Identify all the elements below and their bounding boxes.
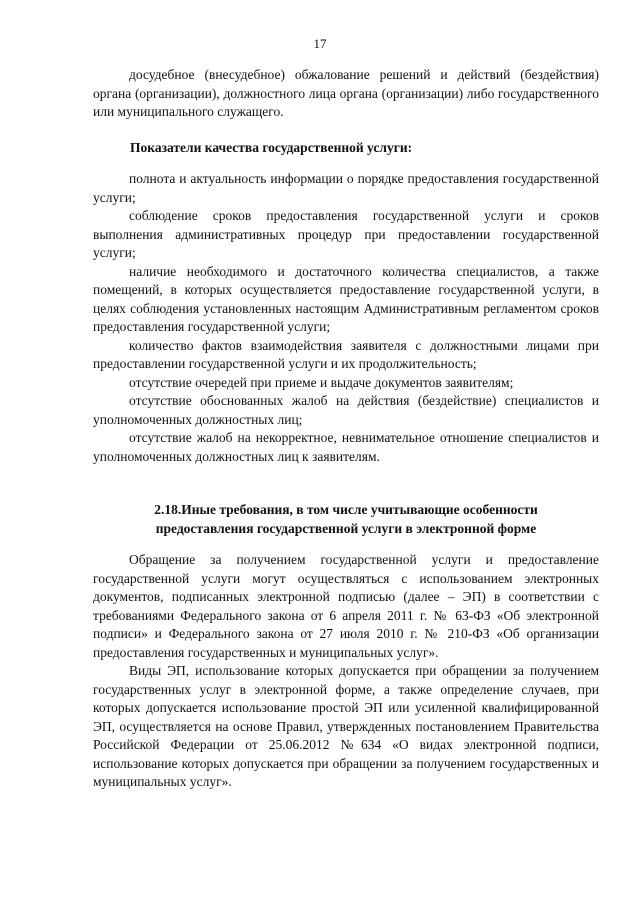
section-heading-line: предоставления государственной услуги в электронной форме (155, 521, 537, 536)
quality-item: полнота и актуальность информации о порядке предоставления государственной услуги; (93, 171, 599, 205)
quality-item: количество фактов взаимодействия заявителя с должностными лицами при предоставлении государственной услуги и их продолжительность; (93, 337, 599, 371)
section-paragraph: Виды ЭП, использование которых допускается при обращении за получением государственных услуг в электронной форме, а также определение случаев, при которых допускается использование простой ЭП или усиленной квалифицированной ЭП, осуществляется на основе Правил, утвержденных постановлением Правительства Российской Федерации от 25.06.2012 №634 «О видах электронной подписи, использование которых допускается при обращении за получением государственных и муниципальных услуг». (93, 663, 599, 789)
quality-item: отсутствие жалоб на некорректное, невнимательное отношение специалистов и уполномоченных должностных лиц к заявителям. (93, 430, 599, 464)
section-body (93, 551, 599, 792)
quality-item: соблюдение сроков предоставления государственной услуги и сроков выполнения административных процедур при предоставлении государственной услуги; (93, 208, 599, 260)
quality-item: отсутствие очередей при приеме и выдаче документов заявителям; (129, 374, 514, 390)
page-number: 17 (313, 36, 327, 51)
section-paragraph: Обращение за получением государственной услуги и предоставление государственной услуги могут осуществляться с использованием электронных документов, подписанных электронной подписью (далее – ЭП) в соответствии с требованиями Федерального закона от 6 апреля 2011 г. № 63-ФЗ «Об электронной подписи» и Федерального закона от 27 июля 2010 г. № 210-ФЗ «Об организации предоставления государственных и муниципальных услуг». (93, 552, 599, 660)
section-heading-line: 2.18.Иные требования, в том числе учитывающие особенности (154, 502, 538, 517)
quality-list (93, 170, 599, 466)
section-heading (93, 500, 599, 538)
intro-paragraph: досудебное (внесудебное) обжалование решений и действий (бездействия) органа (организации), должностного лица органа (организации) либо государственного или муниципального служащего. (93, 67, 599, 119)
quality-item: наличие необходимого и достаточного количества специалистов, а также помещений, в которых осуществляется предоставление государственной услуги, в целях соблюдения установленных настоящим Административным регламентом сроков предоставления государственной услуги; (93, 263, 599, 334)
intro-block (93, 66, 599, 122)
quality-item: отсутствие обоснованных жалоб на действия (бездействие) специалистов и уполномоченных должностных лиц; (93, 393, 599, 427)
quality-heading: Показатели качества государственной услуги: (130, 140, 413, 155)
